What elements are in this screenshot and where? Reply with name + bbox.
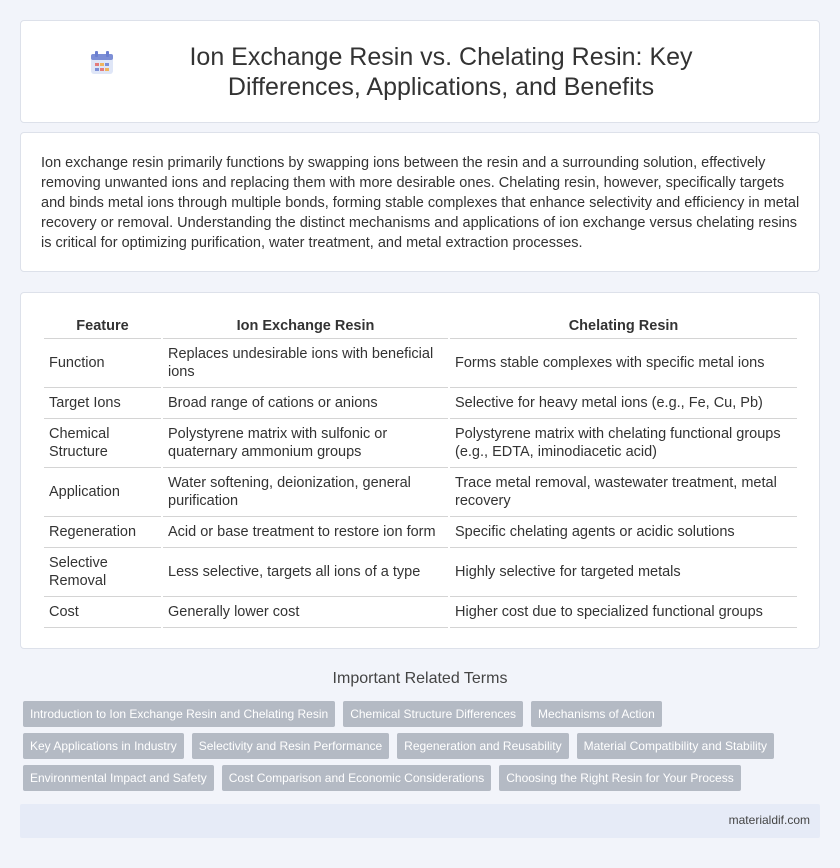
tag-row bbox=[23, 765, 823, 791]
table-header-row bbox=[44, 315, 797, 339]
table-row bbox=[44, 388, 797, 419]
table-cell: Broad range of cations or anions bbox=[163, 388, 448, 419]
related-terms-heading: Important Related Terms bbox=[332, 670, 508, 687]
header-chelating: Chelating Resin bbox=[450, 315, 797, 339]
table-cell: Replaces undesirable ions with beneficial ions bbox=[163, 339, 448, 388]
intro-card bbox=[20, 132, 820, 272]
table-cell: Specific chelating agents or acidic solutions bbox=[450, 517, 797, 548]
table-cell: Higher cost due to specialized functional groups bbox=[450, 597, 797, 628]
table-cell: Forms stable complexes with specific metal ions bbox=[450, 339, 797, 388]
comparison-table-card bbox=[20, 292, 820, 649]
table-cell: Chemical Structure bbox=[44, 419, 161, 468]
table-cell: Less selective, targets all ions of a type bbox=[163, 548, 448, 597]
page-title: Ion Exchange Resin vs. Chelating Resin: Key Differences, Applications, and Benefits bbox=[189, 42, 693, 101]
related-tag[interactable]: Cost Comparison and Economic Considerations bbox=[222, 765, 491, 791]
table-cell: Selective for heavy metal ions (e.g., Fe, Cu, Pb) bbox=[450, 388, 797, 419]
table-cell: Water softening, deionization, general purification bbox=[163, 468, 448, 517]
table-cell: Polystyrene matrix with sulfonic or quaternary ammonium groups bbox=[163, 419, 448, 468]
title-card bbox=[20, 20, 820, 123]
table-cell: Polystyrene matrix with chelating functional groups (e.g., EDTA, iminodiacetic acid) bbox=[450, 419, 797, 468]
footer-site-link[interactable]: materialdif.com bbox=[728, 813, 810, 827]
table-row bbox=[44, 597, 797, 628]
related-tags bbox=[23, 701, 823, 797]
related-tag[interactable]: Choosing the Right Resin for Your Process bbox=[499, 765, 740, 791]
header-ion-exchange: Ion Exchange Resin bbox=[163, 315, 448, 339]
related-tag[interactable]: Regeneration and Reusability bbox=[397, 733, 568, 759]
table-cell: Cost bbox=[44, 597, 161, 628]
related-tag[interactable]: Environmental Impact and Safety bbox=[23, 765, 214, 791]
related-tag[interactable]: Chemical Structure Differences bbox=[343, 701, 523, 727]
table-row bbox=[44, 548, 797, 597]
intro-paragraph: Ion exchange resin primarily functions by swapping ions between the resin and a surrounding solution, effectively removing unwanted ions and replacing them with more desirable ones. Chelating resin, however, specifically targets and binds metal ions through multiple bonds, forming stable complexes that enhance selectivity and efficiency in metal recovery or removal. Understanding the distinct mechanisms and applications of ion exchange versus chelating resins is critical for optimizing purification, water treatment, and metal extraction processes. bbox=[41, 155, 800, 251]
tag-row bbox=[23, 733, 823, 759]
table-cell: Target Ions bbox=[44, 388, 161, 419]
related-tag[interactable]: Introduction to Ion Exchange Resin and Chelating Resin bbox=[23, 701, 335, 727]
table-cell: Generally lower cost bbox=[163, 597, 448, 628]
table-cell: Selective Removal bbox=[44, 548, 161, 597]
title-wrap bbox=[89, 42, 751, 102]
related-tag[interactable]: Key Applications in Industry bbox=[23, 733, 184, 759]
table-cell: Function bbox=[44, 339, 161, 388]
header-feature: Feature bbox=[44, 315, 161, 339]
table-row bbox=[44, 419, 797, 468]
related-tag[interactable]: Selectivity and Resin Performance bbox=[192, 733, 389, 759]
table-cell: Acid or base treatment to restore ion form bbox=[163, 517, 448, 548]
table-row bbox=[44, 339, 797, 388]
table-cell: Highly selective for targeted metals bbox=[450, 548, 797, 597]
calendar-icon bbox=[89, 50, 115, 76]
related-tag[interactable]: Mechanisms of Action bbox=[531, 701, 662, 727]
table-row bbox=[44, 517, 797, 548]
comparison-table bbox=[42, 315, 799, 628]
table-cell: Trace metal removal, wastewater treatment, metal recovery bbox=[450, 468, 797, 517]
table-cell: Application bbox=[44, 468, 161, 517]
table-row bbox=[44, 468, 797, 517]
related-terms-section bbox=[20, 669, 820, 785]
table-cell: Regeneration bbox=[44, 517, 161, 548]
footer bbox=[20, 804, 820, 838]
related-tag[interactable]: Material Compatibility and Stability bbox=[577, 733, 774, 759]
tag-row bbox=[23, 701, 823, 727]
